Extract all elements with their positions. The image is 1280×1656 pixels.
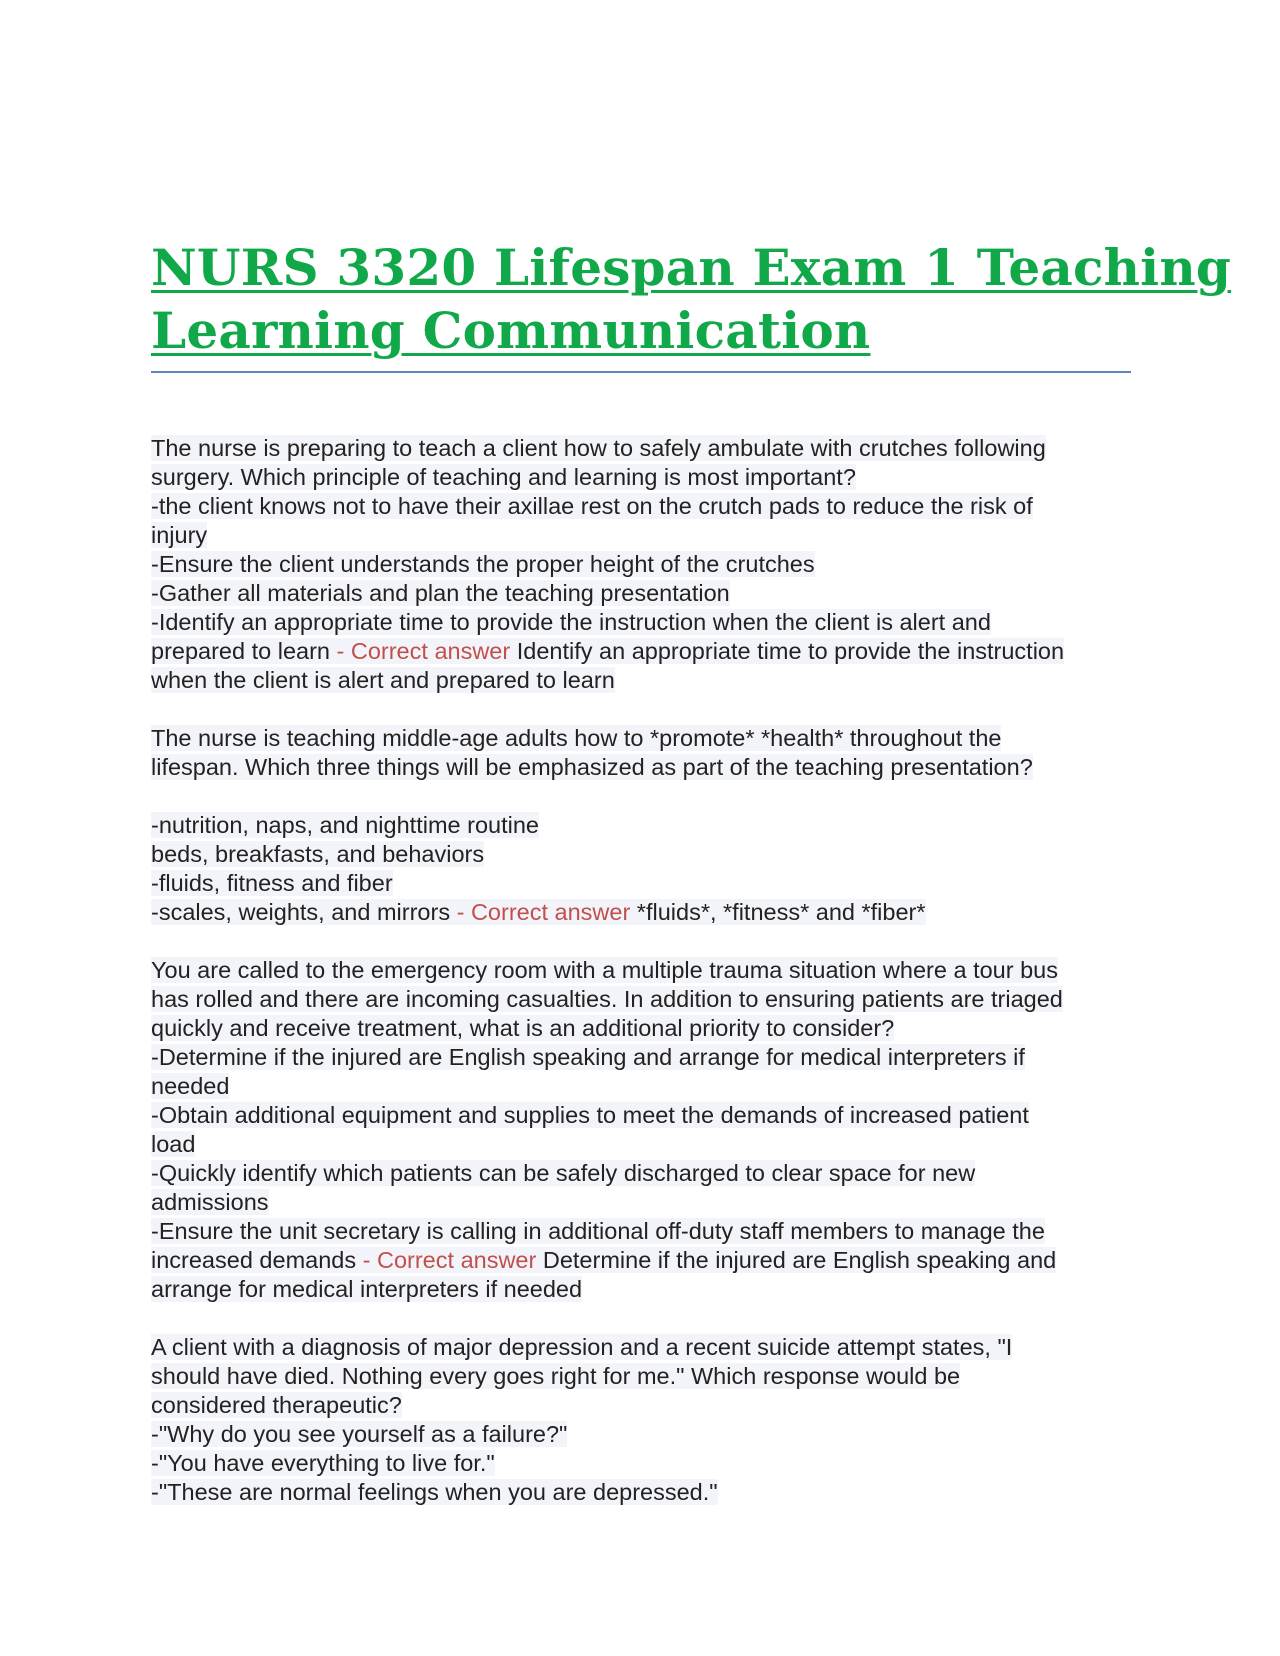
- correct-answer-marker: - Correct answer: [336, 638, 511, 664]
- correct-answer-marker: - Correct answer: [362, 1247, 537, 1273]
- text-line: lifespan. Which three things will be emphasized as part of the teaching presentation?: [151, 754, 1033, 780]
- title-line: NURS 3320 Lifespan Exam 1 Teaching: [151, 238, 1232, 297]
- text-line: injury: [151, 522, 208, 548]
- question-block: [151, 956, 1141, 1304]
- title-block: [151, 236, 1232, 362]
- text-line: -Obtain additional equipment and supplies to meet the demands of increased patient: [151, 1102, 1029, 1128]
- text-line: needed: [151, 1073, 230, 1099]
- text-line: -"Why do you see yourself as a failure?": [151, 1421, 568, 1447]
- correct-answer-marker: - Correct answer: [456, 899, 631, 925]
- title-line: Learning Communication: [151, 301, 871, 360]
- text-line: -"These are normal feelings when you are depressed.": [151, 1479, 718, 1505]
- text-line: -Gather all materials and plan the teaching presentation: [151, 580, 730, 606]
- text-line: should have died. Nothing every goes right for me." Which response would be: [151, 1363, 961, 1389]
- blank-line: [151, 782, 1141, 811]
- text-line: You are called to the emergency room with a multiple trauma situation where a tour bus: [151, 957, 1058, 983]
- title-divider: [151, 371, 1131, 373]
- text-line: quickly and receive treatment, what is an additional priority to consider?: [151, 1015, 895, 1041]
- text-line: load: [151, 1131, 196, 1157]
- text-line: -Quickly identify which patients can be safely discharged to clear space for new: [151, 1160, 976, 1186]
- text-line: has rolled and there are incoming casualties. In addition to ensuring patients are triaged: [151, 986, 1063, 1012]
- text-line: -Identify an appropriate time to provide the instruction when the client is alert and: [151, 609, 991, 635]
- text-line: considered therapeutic?: [151, 1392, 402, 1418]
- document-title: [151, 236, 1232, 362]
- text-line: arrange for medical interpreters if needed: [151, 1276, 583, 1302]
- text-line: -"You have everything to live for.": [151, 1450, 495, 1476]
- text-line: A client with a diagnosis of major depression and a recent suicide attempt states, "I: [151, 1334, 1013, 1360]
- text-line: admissions: [151, 1189, 269, 1215]
- document-body: [151, 434, 1141, 1536]
- text-line: -Ensure the client understands the proper height of the crutches: [151, 551, 815, 577]
- text-line: -the client knows not to have their axillae rest on the crutch pads to reduce the risk of: [151, 493, 1033, 519]
- question-block: [151, 724, 1141, 927]
- text-line: The nurse is preparing to teach a client how to safely ambulate with crutches following: [151, 435, 1046, 461]
- answer-line: prepared to learn - Correct answer Identify an appropriate time to provide the instruction: [151, 638, 1065, 664]
- text-line: -fluids, fitness and fiber: [151, 870, 393, 896]
- text-line: The nurse is teaching middle-age adults how to *promote* *health* throughout the: [151, 725, 1002, 751]
- text-line: -nutrition, naps, and nighttime routine: [151, 812, 539, 838]
- text-line: beds, breakfasts, and behaviors: [151, 841, 485, 867]
- question-block: [151, 1333, 1141, 1507]
- text-line: -Ensure the unit secretary is calling in additional off-duty staff members to manage the: [151, 1218, 1045, 1244]
- text-line: when the client is alert and prepared to learn: [151, 667, 615, 693]
- answer-line: increased demands - Correct answer Determine if the injured are English speaking and: [151, 1247, 1057, 1273]
- answer-line: -scales, weights, and mirrors - Correct answer *fluids*, *fitness* and *fiber*: [151, 899, 926, 925]
- text-line: -Determine if the injured are English speaking and arrange for medical interpreters if: [151, 1044, 1025, 1070]
- text-line: surgery. Which principle of teaching and learning is most important?: [151, 464, 856, 490]
- question-block: [151, 434, 1141, 695]
